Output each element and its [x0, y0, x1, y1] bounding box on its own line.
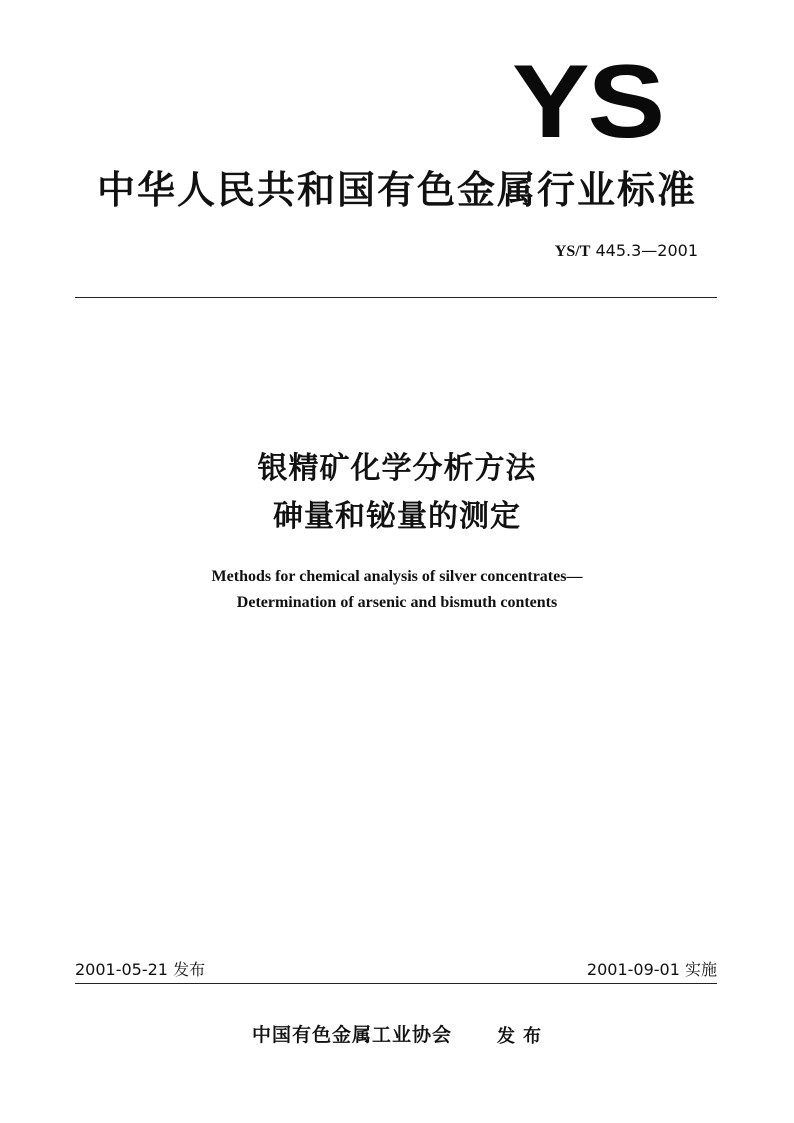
- bottom-divider: [75, 983, 717, 984]
- ys-logo: YS: [512, 44, 663, 160]
- standard-prefix: YS/T: [554, 243, 591, 260]
- standard-code: [555, 240, 698, 263]
- publish-label: 发布: [497, 1026, 549, 1047]
- org-title: 中华人民共和国有色金属行业标准: [96, 168, 697, 212]
- title-cn-line2: 砷量和铋量的测定: [273, 499, 521, 534]
- title-cn-line1: 银精矿化学分析方法: [257, 451, 537, 486]
- issue-date: 2001-05-21 发布: [75, 960, 206, 979]
- implementation-date: 2001-09-01 实施: [586, 960, 717, 979]
- title-en-line2: Determination of arsenic and bismuth contents: [236, 594, 558, 611]
- standard-number: 445.3—2001: [595, 241, 698, 260]
- title-en-line1: Methods for chemical analysis of silver concentrates—: [211, 568, 583, 585]
- publisher-name: 中国有色金属工业协会: [252, 1024, 453, 1046]
- top-divider: [75, 297, 717, 298]
